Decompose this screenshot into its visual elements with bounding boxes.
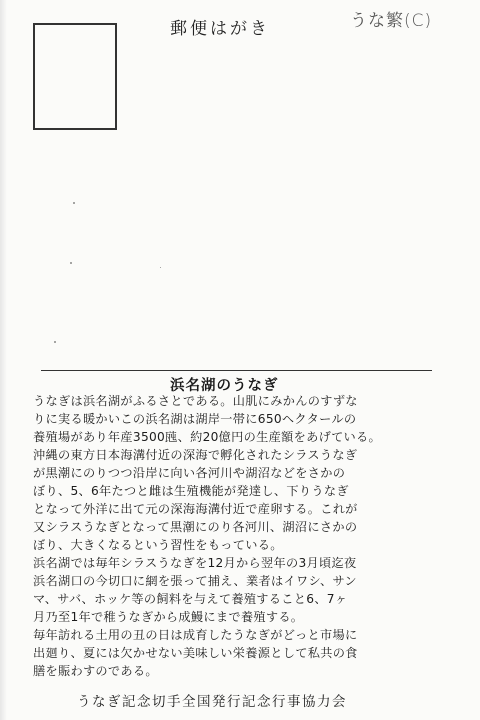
article-title: 浜名湖のうなぎ	[170, 378, 279, 394]
handwritten-note: うな繁(C)	[350, 11, 433, 31]
stamp-placement-box	[33, 23, 117, 130]
paper-speck	[70, 262, 72, 264]
article-line: 沖縄の東方日本海溝付近の深海で孵化されたシラスうなぎ	[33, 448, 358, 462]
article-line: 出廻り、夏には欠かせない美味しい栄養源として私共の食	[33, 646, 358, 660]
article-line: が黒潮にのりつつ沿岸に向い各河川や湖沼などをさかの	[33, 466, 346, 480]
article-line: ぼり、大きくなるという習性をもっている。	[33, 538, 283, 552]
article-line: りに実る暖かいこの浜名湖は湖岸一帯に650ヘクタールの	[33, 412, 357, 426]
article-line: 浜名湖では毎年シラスうなぎを12月から翌年の3月頃迄夜	[33, 556, 357, 570]
footer-organization: うなぎ記念切手全国発行記念行事協力会	[77, 694, 347, 710]
article-line: 又シラスうなぎとなって黒潮にのり各河川、湖沼にさかの	[33, 520, 358, 534]
article-line: ぼり、5、6年たつと雌は生殖機能が発達し、下りうなぎ	[33, 484, 349, 498]
section-divider	[41, 370, 432, 371]
article-body	[33, 392, 453, 680]
article-line: うなぎは浜名湖がふるさとである。山肌にみかんのすずな	[33, 394, 358, 408]
card-edge-shadow	[0, 0, 7, 720]
article-line: マ、サバ、ホッケ等の飼料を与えて養殖すること6、7ヶ	[33, 592, 348, 606]
article-line: 月乃至1年で稚うなぎから成鰻にまで養殖する。	[33, 610, 304, 624]
article-line: 浜名湖口の今切口に網を張って捕え、業者はイワシ、サン	[33, 574, 357, 588]
postcard-header-title: 郵便はがき	[170, 19, 270, 39]
article-line: となって外洋に出て元の深海海溝付近で産卵する。これが	[33, 502, 358, 516]
paper-speck	[73, 202, 75, 204]
article-line: 膳を賑わすのである。	[33, 664, 158, 678]
article-line: 養殖場があり年産3500瓲、約20億円の生産額をあげている。	[33, 430, 382, 444]
article-line: 毎年訪れる土用の丑の日は成育したうなぎがどっと市場に	[33, 628, 358, 642]
paper-speck	[160, 267, 161, 268]
paper-speck	[54, 341, 56, 343]
